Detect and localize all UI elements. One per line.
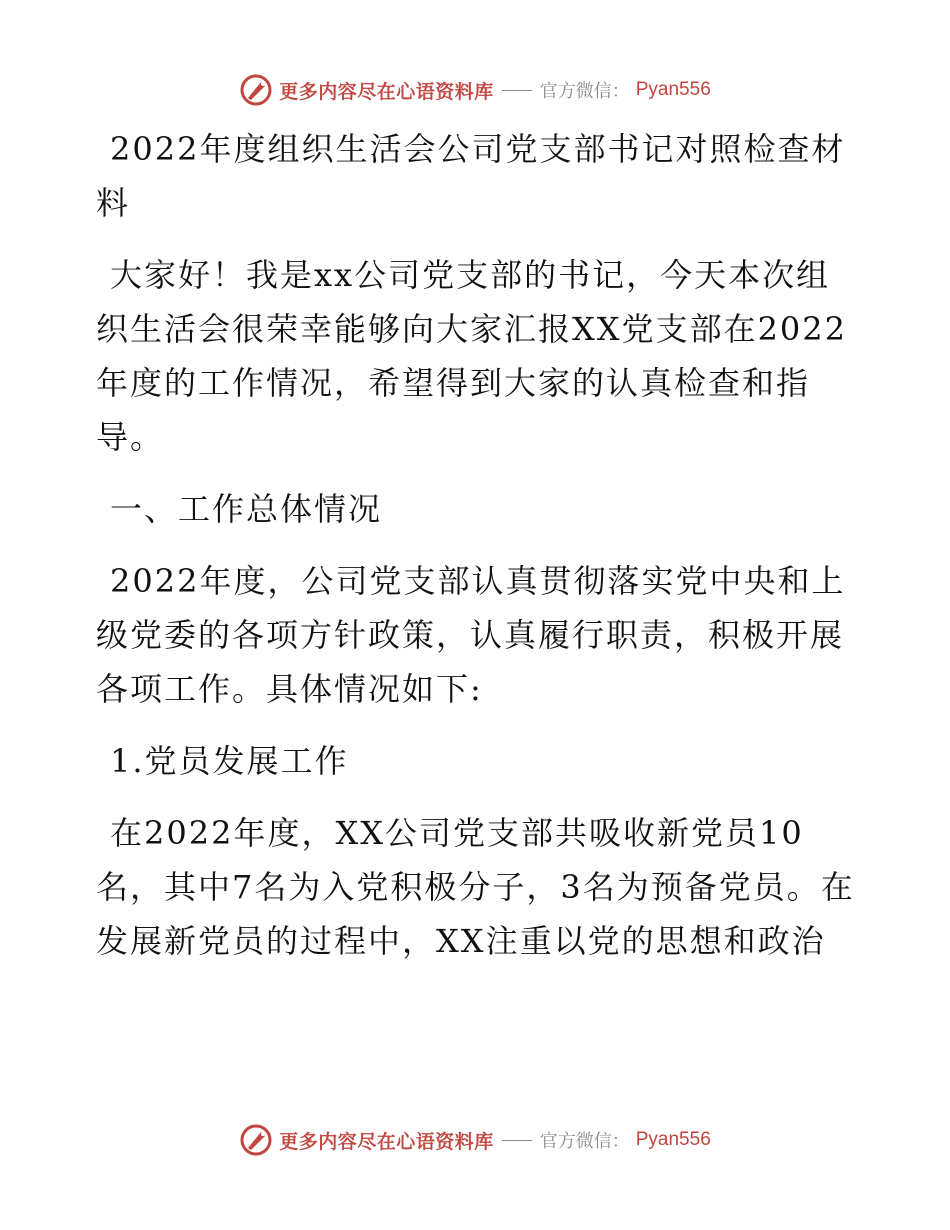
pen-nib-logo-icon [239, 73, 273, 107]
header-watermark [0, 70, 950, 110]
footer-brand-text: 更多内容尽在心语资料库 [279, 1130, 494, 1153]
header-wechat-handle: Pyan556 [635, 79, 711, 100]
header-brand-text: 更多内容尽在心语资料库 [279, 80, 494, 103]
greeting-paragraph: 大家好！我是xx公司党支部的书记，今天本次组织生活会很荣幸能够向大家汇报XX党支部在2022年度的工作情况，希望得到大家的认真检查和指导。 [96, 256, 848, 456]
footer-wechat-handle: Pyan556 [635, 1129, 711, 1150]
header-divider [502, 90, 532, 91]
section-heading: 一、工作总体情况 [110, 490, 383, 528]
subsection-heading: 1.党员发展工作 [110, 742, 349, 780]
pen-nib-logo-icon [239, 1123, 273, 1157]
header-account-label: 官方微信： [539, 81, 630, 102]
footer-divider [502, 1140, 532, 1141]
footer-account-label: 官方微信： [539, 1131, 630, 1152]
footer-watermark [0, 1120, 950, 1160]
subsection-paragraph: 在2022年度，XX公司党支部共吸收新党员10名，其中7名为入党积极分子，3名为预备党员。在发展新党员的过程中，XX注重以党的思想和政治 [96, 814, 855, 960]
section-paragraph: 2022年度，公司党支部认真贯彻落实党中央和上级党委的各项方针政策，认真履行职责，积极开展各项工作。具体情况如下: [96, 562, 846, 708]
document-title: 2022年度组织生活会公司党支部书记对照检查材料 [96, 130, 846, 222]
document-body [96, 122, 856, 986]
